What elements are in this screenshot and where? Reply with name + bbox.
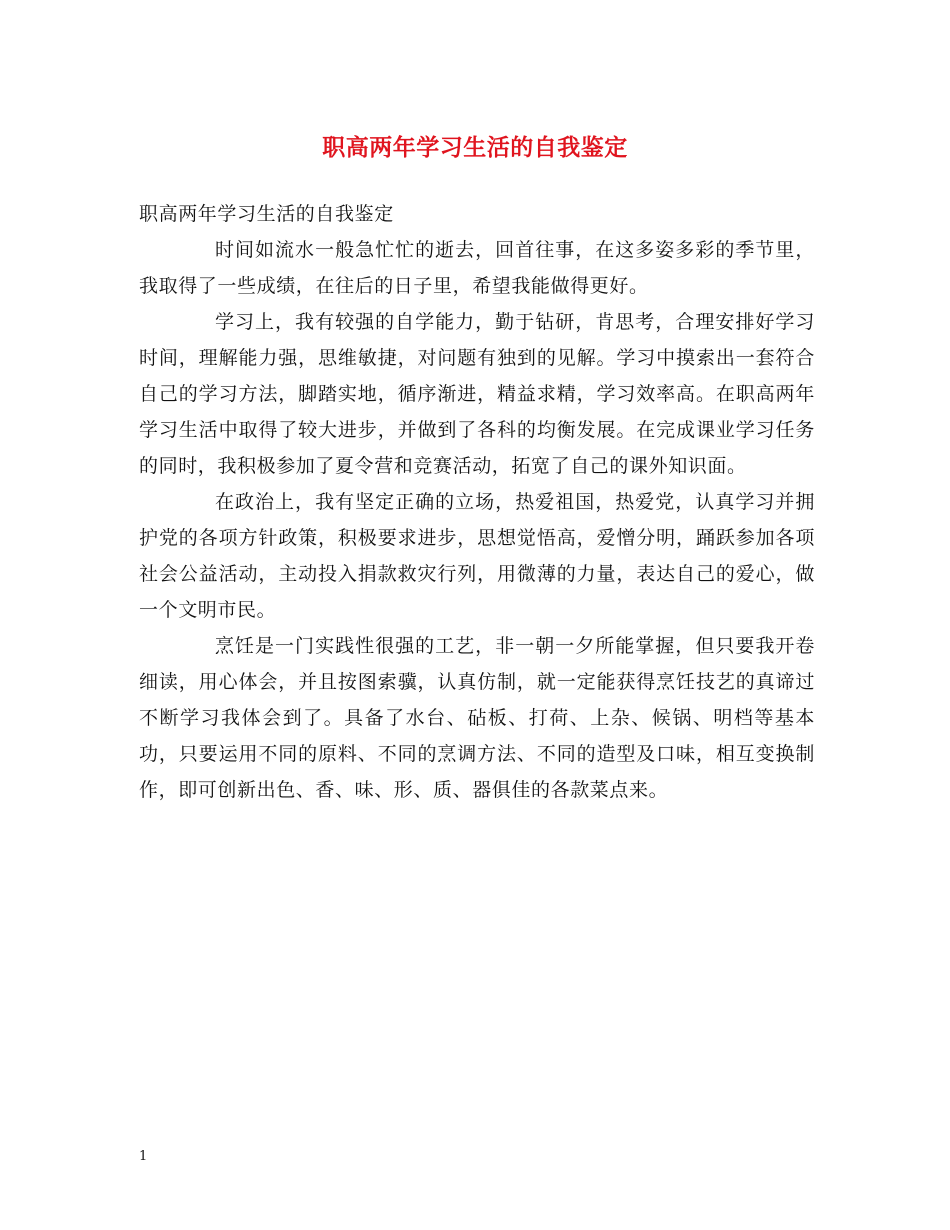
- paragraph-3: 在政治上，我有坚定正确的立场，热爱祖国，热爱党，认真学习并拥护党的各项方针政策，积极要求进步，思想觉悟高，爱憎分明，踊跃参加各项社会公益活动，主动投入捐款救灾行列，用微薄的力量，表达自己的爱心，做一个文明市民。: [139, 491, 815, 621]
- paragraph-2: 学习上，我有较强的自学能力，勤于钻研，肯思考，合理安排好学习时间，理解能力强，思维敏捷，对问题有独到的见解。学习中摸索出一套符合自己的学习方法，脚踏实地，循序渐进，精益求精，学习效率高。在职高两年学习生活中取得了较大进步，并做到了各科的均衡发展。在完成课业学习任务的同时，我积极参加了夏令营和竞赛活动，拓宽了自己的课外知识面。: [139, 311, 815, 477]
- document-title: 职高两年学习生活的自我鉴定: [322, 134, 628, 161]
- paragraph-4: 烹饪是一门实践性很强的工艺，非一朝一夕所能掌握，但只要我开卷细读，用心体会，并且按图索骥，认真仿制，就一定能获得烹饪技艺的真谛过不断学习我体会到了。具备了水台、砧板、打荷、上杂、候锅、明档等基本功，只要运用不同的原料、不同的烹调方法、不同的造型及口味，相互变换制作，即可创新出色、香、味、形、质、器俱佳的各款菜点来。: [139, 635, 815, 801]
- document-body: [139, 196, 815, 808]
- document-subtitle: 职高两年学习生活的自我鉴定: [139, 203, 394, 225]
- paragraph-1: 时间如流水一般急忙忙的逝去，回首往事，在这多姿多彩的季节里，我取得了一些成绩，在往后的日子里，希望我能做得更好。: [139, 239, 815, 297]
- page-number: 1: [139, 1149, 148, 1164]
